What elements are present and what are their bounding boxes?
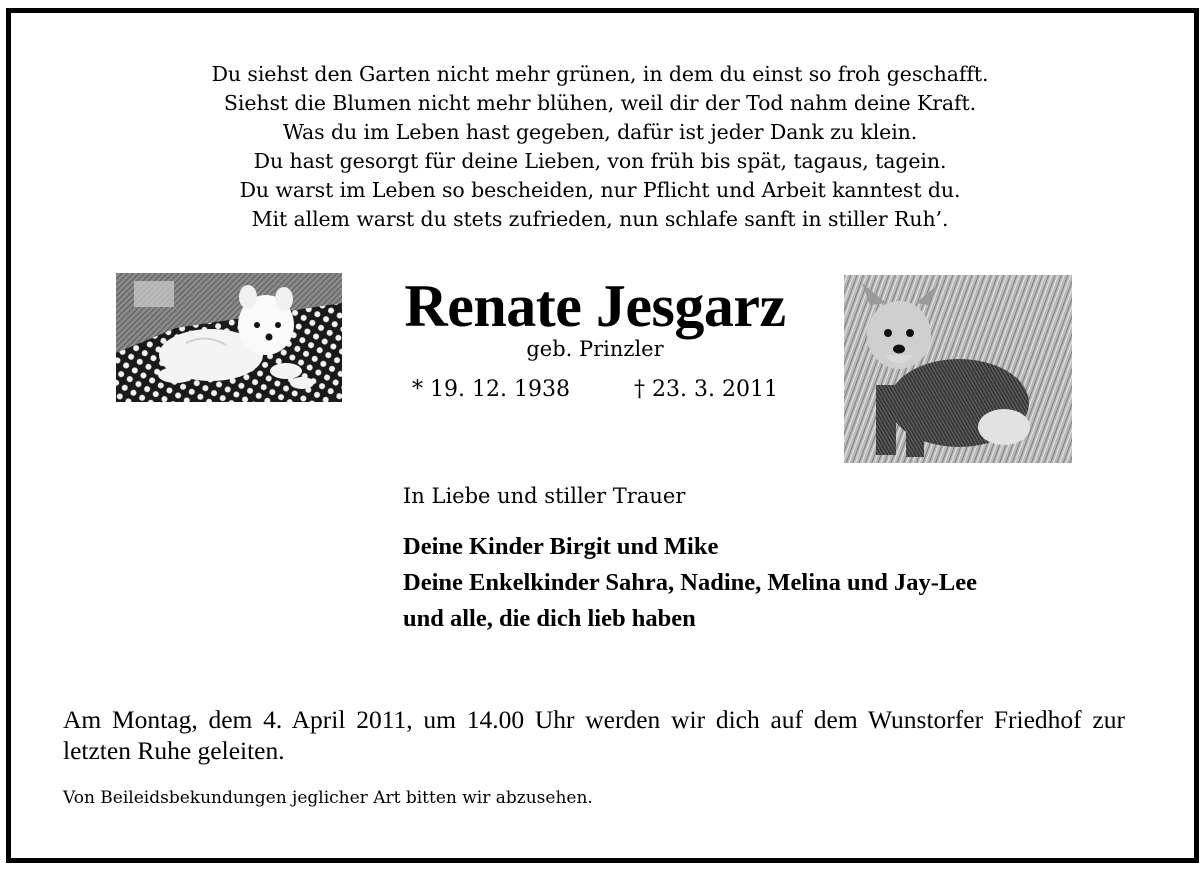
mourner-line: Deine Kinder Birgit und Mike bbox=[403, 533, 719, 560]
condolence-note: Von Beileidsbekundungen jeglicher Art bitten wir abzusehen. bbox=[63, 788, 593, 808]
poem-line: Du siehst den Garten nicht mehr grünen, in dem du einst so froh geschafft. bbox=[211, 62, 989, 86]
poem-line: Du warst im Leben so bescheiden, nur Pflicht und Arbeit kanntest du. bbox=[239, 178, 961, 202]
dog-photo-left bbox=[116, 273, 342, 402]
dog-photo-icon bbox=[844, 275, 1072, 463]
memorial-poem bbox=[0, 60, 1200, 234]
birth-name: geb. Prinzler bbox=[526, 337, 664, 361]
mourner-line: Deine Enkelkinder Sahra, Nadine, Melina und Jay-Lee bbox=[403, 569, 978, 596]
mourners-list bbox=[403, 529, 977, 637]
dog-photo-icon bbox=[116, 273, 342, 402]
poem-line: Was du im Leben hast gegeben, dafür ist jeder Dank zu klein. bbox=[282, 120, 918, 144]
mourner-line: und alle, die dich lieb haben bbox=[403, 605, 696, 632]
birth-date: * 19. 12. 1938 bbox=[412, 377, 570, 402]
poem-line: Siehst die Blumen nicht mehr blühen, weil dir der Tod nahm deine Kraft. bbox=[223, 91, 977, 115]
funeral-notice: Am Montag, dem 4. April 2011, um 14.00 Uhr werden wir dich auf dem Wunstorfer Friedhof zur letzten Ruhe geleiten. bbox=[63, 705, 1125, 765]
deceased-name: Renate Jesgarz bbox=[404, 273, 786, 339]
poem-line: Du hast gesorgt für deine Lieben, von früh bis spät, tagaus, tagein. bbox=[253, 149, 947, 173]
poem-line: Mit allem warst du stets zufrieden, nun schlafe sanft in stiller Ruh’. bbox=[251, 207, 949, 231]
death-date: † 23. 3. 2011 bbox=[634, 377, 778, 402]
mourning-intro: In Liebe und stiller Trauer bbox=[403, 484, 686, 508]
dog-photo-right bbox=[844, 275, 1072, 463]
